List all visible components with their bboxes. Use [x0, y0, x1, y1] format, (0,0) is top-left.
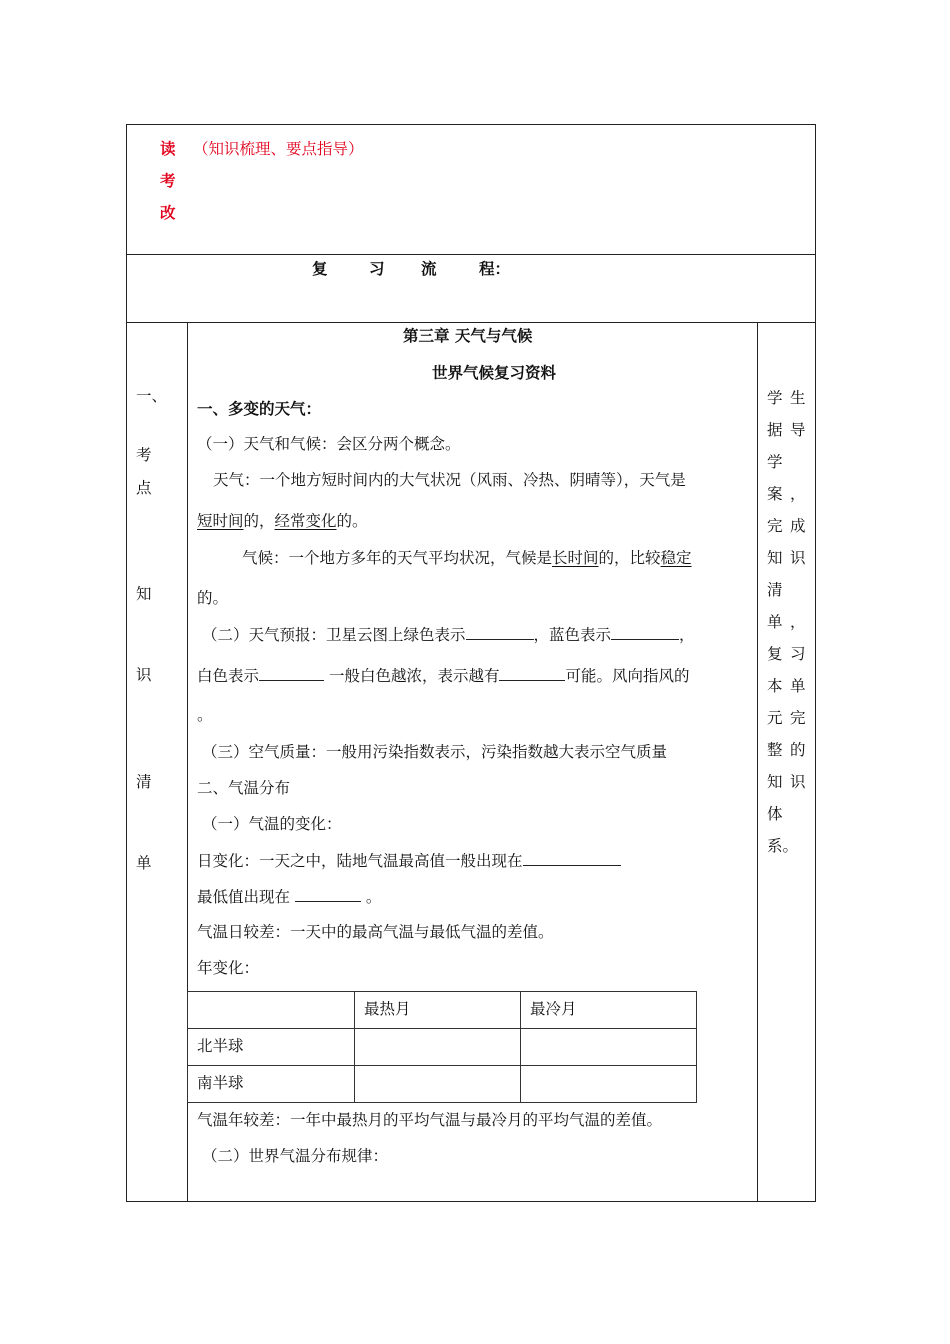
table-header-cell — [188, 992, 355, 1029]
right-char: 系。 — [767, 837, 799, 855]
right-char: 习 — [790, 645, 806, 663]
process-char-1: 复 — [312, 259, 328, 278]
left-char-dian: 点 — [136, 479, 152, 497]
right-char: 体 — [767, 805, 783, 823]
right-char: ， — [790, 485, 806, 503]
right-char: 复 — [767, 645, 783, 663]
right-char: 的 — [790, 741, 806, 759]
process-char-2: 习 — [369, 259, 385, 278]
table-cell: 北半球 — [188, 1029, 355, 1066]
right-char: 完 — [767, 517, 783, 535]
lowest-line — [197, 885, 381, 908]
daily-range-line: 气温日较差：一天中的最高气温与最低气温的差值。 — [197, 923, 554, 941]
blank-possibility[interactable] — [499, 664, 565, 681]
right-char: ， — [790, 613, 806, 631]
section-heading-2: 二、气温分布 — [197, 779, 291, 797]
subsection-2-1: （一）气温的变化： — [202, 815, 342, 833]
daily-change-line — [197, 849, 621, 872]
forecast-line2 — [197, 664, 689, 687]
header-char-3: 改 — [160, 203, 176, 222]
doc-title: 世界气候复习资料 — [432, 363, 557, 382]
right-char: 据 — [767, 421, 783, 439]
annual-change-label: 年变化： — [197, 959, 260, 977]
right-char: 清 — [767, 581, 783, 599]
left-char-qing: 清 — [136, 773, 152, 791]
white-text-c: 可能。风向指风的 — [565, 667, 690, 685]
weather-definition-line1: 天气：一个地方短时间内的大气状况（风雨、冷热、阴晴等），天气是 — [213, 471, 686, 489]
weather-short-term: 短时间 — [197, 512, 244, 530]
section-heading-1: 一、多变的天气： — [197, 399, 322, 418]
left-item-number: 一、 — [136, 387, 168, 405]
forecast-line3: 。 — [197, 706, 213, 724]
right-char: 识 — [790, 773, 806, 791]
forecast-text-b: ，蓝色表示 — [533, 626, 612, 644]
right-char: 识 — [790, 549, 806, 567]
right-char: 完 — [790, 709, 806, 727]
blank-blue[interactable] — [611, 623, 679, 640]
forecast-line1 — [202, 623, 695, 646]
blank-lowest-time[interactable] — [295, 885, 361, 902]
climate-definition-line2: 的。 — [197, 589, 229, 607]
white-text-a: 白色表示 — [197, 667, 260, 685]
row-divider-2 — [126, 322, 816, 323]
table-border-left — [126, 124, 127, 1202]
right-char: 整 — [767, 741, 783, 759]
climate-mid: 的，比较 — [598, 549, 661, 567]
table-header-cell: 最冷月 — [521, 992, 697, 1029]
right-char: 单 — [767, 613, 783, 631]
subsection-2-2: （二）世界气温分布规律： — [202, 1147, 389, 1165]
daily-text-a: 日变化：一天之中，陆地气温最高值一般出现在 — [197, 852, 523, 870]
subsection-1-1: （一）天气和气候：会区分两个概念。 — [197, 435, 461, 453]
climate-long-term: 长时间 — [552, 549, 599, 567]
row-divider-1 — [126, 254, 816, 255]
header-char-2: 考 — [160, 171, 176, 190]
weather-mid: 的， — [243, 512, 275, 530]
climate-text-a: 气候：一个地方多年的天气平均状况，气候是 — [242, 549, 553, 567]
right-char: 导 — [790, 421, 806, 439]
right-char: 成 — [790, 517, 806, 535]
right-char: 学 — [767, 389, 783, 407]
table-row — [188, 1066, 697, 1103]
table-border-top — [126, 124, 816, 125]
table-cell[interactable] — [355, 1029, 521, 1066]
table-cell: 南半球 — [188, 1066, 355, 1103]
table-cell[interactable] — [521, 1029, 697, 1066]
right-char: 单 — [790, 677, 806, 695]
process-char-4: 程： — [479, 259, 511, 278]
climate-stable: 稳定 — [660, 549, 692, 567]
weather-changeable: 经常变化 — [274, 512, 337, 530]
forecast-text-c: ， — [679, 626, 695, 644]
right-char: 知 — [767, 773, 783, 791]
forecast-text-a: （二）天气预报：卫星云图上绿色表示 — [202, 626, 466, 644]
table-cell[interactable] — [355, 1066, 521, 1103]
white-text-b: 一般白色越浓，表示越有 — [324, 667, 500, 685]
left-char-shi: 识 — [136, 666, 152, 684]
annual-temperature-table — [187, 991, 697, 1103]
climate-definition-line1 — [242, 547, 692, 569]
lowest-text-a: 最低值出现在 — [197, 888, 295, 906]
process-char-3: 流 — [421, 259, 437, 278]
table-row — [188, 1029, 697, 1066]
col-divider-right — [757, 322, 758, 1202]
table-cell[interactable] — [521, 1066, 697, 1103]
table-header-row — [188, 992, 697, 1029]
right-char: 本 — [767, 677, 783, 695]
weather-end: 的。 — [336, 512, 368, 530]
weather-definition-line2 — [197, 510, 368, 532]
table-header-cell: 最热月 — [355, 992, 521, 1029]
left-char-zhi: 知 — [136, 585, 152, 603]
right-char: 生 — [790, 389, 806, 407]
header-char-1: 读 — [160, 139, 176, 158]
lowest-text-b: 。 — [360, 888, 382, 906]
right-char: 学 — [767, 453, 783, 471]
air-quality-line: （三）空气质量：一般用污染指数表示，污染指数越大表示空气质量 — [202, 743, 668, 761]
header-note: （知识梳理、要点指导） — [193, 140, 364, 158]
chapter-title: 第三章 天气与气候 — [403, 326, 533, 345]
table-border-bottom — [126, 1201, 816, 1202]
blank-highest-time[interactable] — [523, 849, 621, 866]
annual-range-line: 气温年较差：一年中最热月的平均气温与最冷月的平均气温的差值。 — [197, 1111, 663, 1129]
blank-green[interactable] — [466, 623, 534, 640]
right-char: 案 — [767, 485, 783, 503]
left-char-dan: 单 — [136, 854, 152, 872]
right-char: 知 — [767, 549, 783, 567]
left-char-kao: 考 — [136, 446, 152, 464]
table-border-right — [815, 124, 816, 1202]
right-char: 元 — [767, 709, 783, 727]
blank-white[interactable] — [259, 664, 324, 681]
